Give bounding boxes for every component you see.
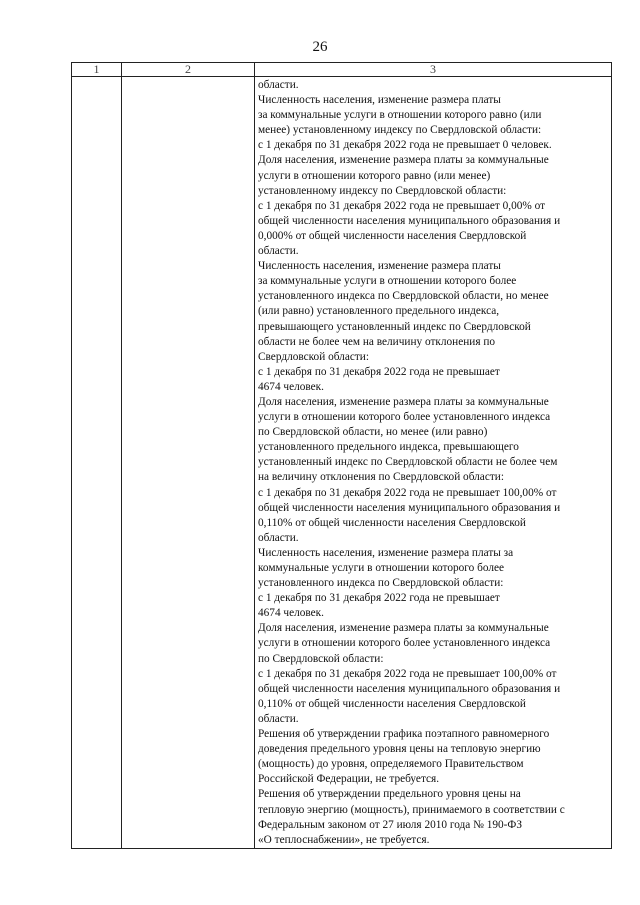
text-line: 0,110% от общей численности населения Свердловской [258, 516, 526, 529]
table-row [72, 77, 612, 849]
text-line: услуги в отношении которого более установленного индекса [258, 411, 551, 424]
text-line: с 1 декабря по 31 декабря 2022 года не превышает 100,00% от [258, 667, 557, 680]
text-line: установленному индексу по Свердловской области: [258, 184, 507, 197]
text-line: (или равно) установленного предельного индекса, [258, 305, 500, 318]
text-line: Доля населения, изменение размера платы за коммунальные [258, 622, 549, 635]
text-line: Решения об утверждении графика поэтапного равномерного [258, 728, 550, 741]
text-line: общей численности населения муниципального образования и [258, 501, 561, 514]
text-line: 0,110% от общей численности населения Свердловской [258, 697, 526, 710]
column-header-3: 3 [255, 63, 612, 77]
text-line: Доля населения, изменение размера платы за коммунальные [258, 395, 549, 408]
text-line: по Свердловской области: [258, 652, 384, 665]
text-line: Численность населения, изменение размера платы [258, 260, 501, 273]
text-line: доведения предельного уровня цены на тепловую энергию [258, 743, 541, 756]
text-line: с 1 декабря по 31 декабря 2022 года не превышает 100,00% от [258, 486, 557, 499]
text-line: Доля населения, изменение размера платы за коммунальные [258, 154, 549, 167]
column-header-1: 1 [72, 63, 122, 77]
cell-col-2 [122, 77, 255, 849]
text-line: менее) установленному индексу по Свердловской области: [258, 124, 542, 137]
text-line: общей численности населения муниципального образования и [258, 214, 561, 227]
text-line: установленного предельного индекса, превышающего [258, 441, 519, 454]
text-line: за коммунальные услуги в отношении которого более [258, 275, 517, 288]
text-line: «О теплоснабжении», не требуется. [258, 833, 430, 846]
text-line: Федеральным законом от 27 июля 2010 года № 190-ФЗ [258, 818, 523, 831]
text-line: установленного индекса по Свердловской области, но менее [258, 290, 549, 303]
text-line: услуги в отношении которого равно (или менее) [258, 169, 491, 182]
text-line: Российской Федерации, не требуется. [258, 773, 440, 786]
text-line: услуги в отношении которого более установленного индекса [258, 637, 551, 650]
text-line: области. [258, 712, 299, 725]
column-header-2: 2 [122, 63, 255, 77]
text-line: области не более чем на величину отклонения по [258, 335, 496, 348]
text-line: с 1 декабря по 31 декабря 2022 года не превышает 0,00% от [258, 199, 546, 212]
cell-col-3-content [255, 77, 612, 849]
page-number: 26 [312, 39, 328, 55]
text-line: превышающего установленный индекс по Свердловской [258, 320, 531, 333]
text-line: на величину отклонения по Свердловской области: [258, 471, 504, 484]
text-line: установленного индекса по Свердловской области: [258, 577, 504, 590]
text-line: Численность населения, изменение размера платы за [258, 546, 514, 559]
text-line: области. [258, 79, 299, 91]
text-line: общей численности населения муниципального образования и [258, 682, 561, 695]
document-table [71, 62, 612, 849]
text-line: за коммунальные услуги в отношении которого равно (или [258, 109, 542, 122]
text-line: 0,000% от общей численности населения Свердловской [258, 229, 527, 242]
text-line: Свердловской области: [258, 350, 369, 363]
text-line: с 1 декабря по 31 декабря 2022 года не превышает 0 человек. [258, 139, 552, 152]
text-line: 4674 человек. [258, 607, 324, 620]
table-header-row [72, 63, 612, 77]
text-line: Численность населения, изменение размера платы [258, 94, 501, 107]
text-line: области. [258, 245, 299, 258]
text-line: установленный индекс по Свердловской области не более чем [258, 456, 558, 469]
text-line: с 1 декабря по 31 декабря 2022 года не превышает [258, 365, 500, 378]
text-line: области. [258, 531, 299, 544]
text-line: коммунальные услуги в отношении которого более [258, 562, 505, 574]
text-line: Решения об утверждении предельного уровня цены на [258, 788, 521, 801]
cell-col-1 [72, 77, 122, 849]
text-line: с 1 декабря по 31 декабря 2022 года не превышает [258, 592, 500, 605]
text-line: тепловую энергию (мощность), принимаемого в соответствии с [258, 803, 565, 816]
text-line: по Свердловской области, но менее (или равно) [258, 426, 488, 439]
text-line: (мощность) до уровня, определяемого Правительством [258, 758, 524, 771]
text-line: 4674 человек. [258, 380, 324, 393]
